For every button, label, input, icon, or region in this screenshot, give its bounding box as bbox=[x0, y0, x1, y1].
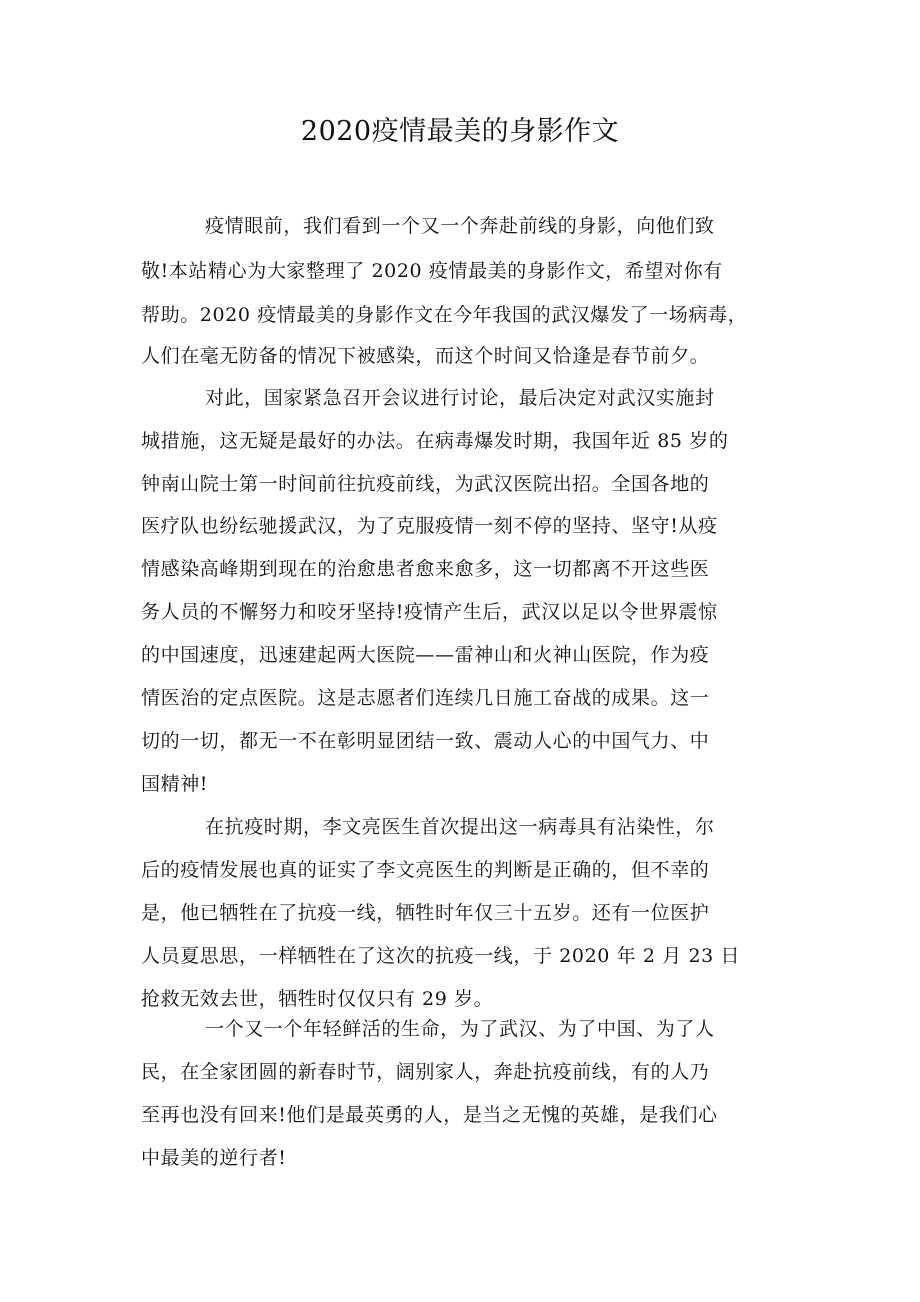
text-line: 情感染高峰期到现在的治愈患者愈来愈多，这一切都离不开这些医 bbox=[141, 558, 710, 580]
text-line: 帮助。2020 疫情最美的身影作文在今年我国的武汉爆发了一场病毒， bbox=[141, 304, 748, 326]
text-line: 国精神! bbox=[141, 773, 209, 795]
text-line: 城措施，这无疑是最好的办法。在病毒爆发时期，我国年近 85 岁的 bbox=[141, 430, 729, 452]
text-line: 钟南山院士第一时间前往抗疫前线，为武汉医院出招。全国各地的 bbox=[141, 473, 710, 495]
text-line: 至再也没有回来!他们是最英勇的人，是当之无愧的英雄，是我们心 bbox=[141, 1104, 718, 1126]
text-line: 抢救无效去世，牺牲时仅仅只有 29 岁。 bbox=[141, 988, 494, 1010]
text-line: 的中国速度，迅速建起两大医院——雷神山和火神山医院，作为疫 bbox=[141, 644, 710, 666]
text-line: 后的疫情发展也真的证实了李文亮医生的判断是正确的，但不幸的 bbox=[141, 859, 710, 881]
text-line: 敬!本站精心为大家整理了 2020 疫情最美的身影作文，希望对你有 bbox=[141, 260, 723, 282]
text-line: 疫情眼前，我们看到一个又一个奔赴前线的身影，向他们致 bbox=[205, 215, 715, 237]
text-line: 切的一切，都无一不在彰明显团结一致、震动人心的中国气力、中 bbox=[141, 730, 710, 752]
text-line: 一个又一个年轻鲜活的生命，为了武汉、为了中国、为了人 bbox=[205, 1018, 715, 1040]
text-line: 人员夏思思，一样牺牲在了这次的抗疫一线，于 2020 年 2 月 23 日 bbox=[141, 945, 741, 967]
text-line: 务人员的不懈努力和咬牙坚持!疫情产生后，武汉以足以令世界震惊 bbox=[141, 601, 718, 623]
text-line: 对此，国家紧急召开会议进行讨论，最后决定对武汉实施封 bbox=[205, 387, 715, 409]
text-line: 民，在全家团圆的新春时节，阔别家人，奔赴抗疫前线，有的人乃 bbox=[141, 1061, 710, 1083]
text-line: 情医治的定点医院。这是志愿者们连续几日施工奋战的成果。这一 bbox=[141, 687, 710, 709]
text-line: 人们在毫无防备的情况下被感染，而这个时间又恰逢是春节前夕。 bbox=[141, 345, 710, 367]
text-line: 医疗队也纷纭驰援武汉，为了克服疫情一刻不停的坚持、坚守!从疫 bbox=[141, 515, 718, 537]
document-title: 2020疫情最美的身影作文 bbox=[300, 116, 620, 147]
text-line: 中最美的逆行者! bbox=[141, 1147, 287, 1169]
text-line: 在抗疫时期，李文亮医生首次提出这一病毒具有沾染性，尔 bbox=[205, 816, 715, 838]
text-line: 是，他已牺牲在了抗疫一线，牺牲时年仅三十五岁。还有一位医护 bbox=[141, 902, 710, 924]
